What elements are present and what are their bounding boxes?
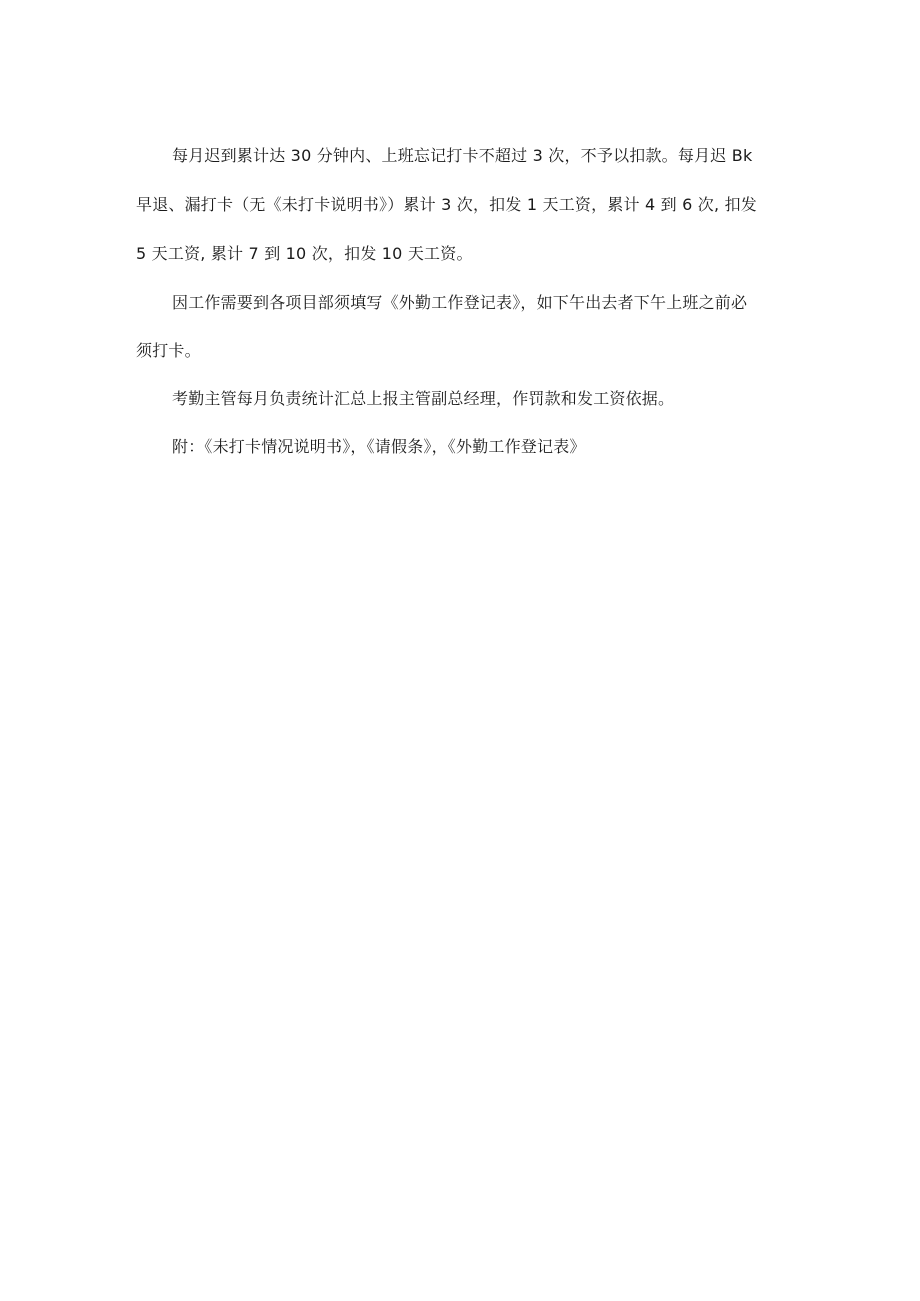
- paragraph-1-line-3: 5 天工资, 累计 7 到 10 次，扣发 10 天工资。: [136, 244, 473, 263]
- attachments-line: 附：《未打卡情况说明书》，《请假条》，《外勤工作登记表》: [172, 437, 586, 456]
- paragraph-3-line-1: 考勤主管每月负责统计汇总上报主管副总经理，作罚款和发工资依据。: [172, 389, 675, 408]
- paragraph-2-line-1: 因工作需要到各项目部须填写《外勤工作登记表》，如下午出去者下午上班之前必: [172, 293, 748, 312]
- paragraph-1-line-1: 每月迟到累计达 30 分钟内、上班忘记打卡不超过 3 次，不予以扣款。每月迟 Bk: [172, 146, 753, 165]
- paragraph-2-line-2: 须打卡。: [136, 341, 201, 360]
- paragraph-1-line-2: 早退、漏打卡（无《未打卡说明书》）累计 3 次，扣发 1 天工资，累计 4 到 6 次, 扣发: [136, 195, 757, 214]
